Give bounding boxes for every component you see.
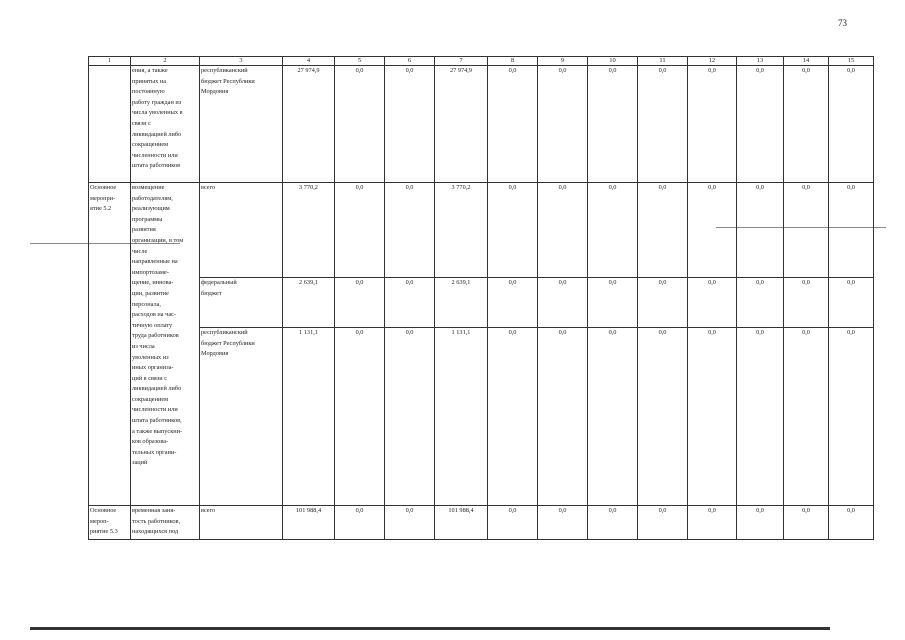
value-cell: 0,0 [488, 506, 538, 540]
funding-source-cell: всего [200, 506, 283, 540]
value-cell: 0,0 [784, 183, 829, 278]
value-cell: 0,0 [335, 183, 385, 278]
activity-code-cell: Основное мероп- риятие 5.3 [89, 506, 131, 540]
value-cell: 0,0 [488, 66, 538, 183]
value-cell: 0,0 [385, 183, 435, 278]
table-row [89, 183, 874, 278]
value-cell: 0,0 [538, 183, 588, 278]
column-header: 1 [89, 57, 131, 66]
value-cell: 0,0 [588, 183, 638, 278]
table-row [89, 328, 874, 506]
value-cell: 2 639,1 [283, 278, 335, 328]
value-cell: 0,0 [385, 66, 435, 183]
value-cell: 0,0 [688, 66, 737, 183]
value-cell: 101 988,4 [435, 506, 488, 540]
value-cell: 0,0 [737, 278, 784, 328]
table-row [89, 278, 874, 328]
activity-code-cell: Основное меропри- ятие 5.2 [89, 183, 131, 506]
value-cell: 0,0 [784, 278, 829, 328]
value-cell: 0,0 [737, 66, 784, 183]
value-cell: 3 770,2 [435, 183, 488, 278]
value-cell: 0,0 [829, 183, 874, 278]
funding-source-cell: республиканский бюджет Республики Мордовия [200, 66, 283, 183]
value-cell: 101 988,4 [283, 506, 335, 540]
column-header: 14 [784, 57, 829, 66]
column-header: 6 [385, 57, 435, 66]
value-cell: 0,0 [829, 328, 874, 506]
activity-description-cell: временная заня- тость работников, находящихся под [131, 506, 200, 540]
column-header: 11 [638, 57, 688, 66]
table-row [89, 66, 874, 183]
value-cell: 0,0 [488, 183, 538, 278]
funding-source-cell: всего [200, 183, 283, 278]
value-cell: 0,0 [588, 328, 638, 506]
value-cell: 3 770,2 [283, 183, 335, 278]
value-cell: 0,0 [588, 506, 638, 540]
column-header: 8 [488, 57, 538, 66]
column-header: 7 [435, 57, 488, 66]
value-cell: 0,0 [638, 506, 688, 540]
page-number: 73 [838, 18, 847, 28]
column-number-row [89, 57, 874, 66]
funding-source-cell: федеральный бюджет [200, 278, 283, 328]
value-cell: 0,0 [688, 506, 737, 540]
column-header: 13 [737, 57, 784, 66]
table-row [89, 506, 874, 540]
column-header: 4 [283, 57, 335, 66]
column-header: 9 [538, 57, 588, 66]
value-cell: 0,0 [385, 278, 435, 328]
value-cell: 0,0 [737, 506, 784, 540]
value-cell: 0,0 [385, 328, 435, 506]
column-header: 5 [335, 57, 385, 66]
value-cell: 0,0 [638, 66, 688, 183]
value-cell: 0,0 [538, 328, 588, 506]
value-cell: 1 131,1 [283, 328, 335, 506]
value-cell: 0,0 [638, 328, 688, 506]
value-cell: 0,0 [638, 278, 688, 328]
value-cell: 0,0 [488, 278, 538, 328]
column-header: 12 [688, 57, 737, 66]
value-cell: 0,0 [335, 506, 385, 540]
value-cell: 0,0 [688, 328, 737, 506]
value-cell: 0,0 [538, 506, 588, 540]
value-cell: 0,0 [335, 66, 385, 183]
value-cell: 0,0 [829, 66, 874, 183]
value-cell: 0,0 [538, 278, 588, 328]
value-cell: 0,0 [688, 278, 737, 328]
value-cell: 0,0 [335, 278, 385, 328]
funding-source-cell: республиканский бюджет Республики Мордовия [200, 328, 283, 506]
value-cell: 0,0 [335, 328, 385, 506]
value-cell: 0,0 [784, 506, 829, 540]
column-header: 2 [131, 57, 200, 66]
value-cell: 0,0 [385, 506, 435, 540]
value-cell: 0,0 [737, 183, 784, 278]
value-cell: 1 131,1 [435, 328, 488, 506]
value-cell: 0,0 [784, 66, 829, 183]
value-cell: 0,0 [784, 328, 829, 506]
value-cell: 0,0 [538, 66, 588, 183]
value-cell: 0,0 [588, 278, 638, 328]
value-cell: 0,0 [638, 183, 688, 278]
value-cell: 0,0 [588, 66, 638, 183]
value-cell: 0,0 [488, 328, 538, 506]
column-header: 3 [200, 57, 283, 66]
value-cell: 0,0 [688, 183, 737, 278]
activity-code-cell [89, 66, 131, 183]
value-cell: 0,0 [737, 328, 784, 506]
scan-edge-bar [30, 627, 830, 630]
column-header: 10 [588, 57, 638, 66]
activity-description-cell: ения, а также принятых на постоянную работу граждан из числа уволенных в связи с ликвидацией либо сокращением численности или штата работников [131, 66, 200, 183]
value-cell: 27 974,9 [435, 66, 488, 183]
value-cell: 0,0 [829, 278, 874, 328]
value-cell: 2 639,1 [435, 278, 488, 328]
value-cell: 27 974,9 [283, 66, 335, 183]
value-cell: 0,0 [829, 506, 874, 540]
budget-table [88, 56, 874, 540]
activity-description-cell: возмещение работодателям, реализующим программы развития организации, в том числе направленные на импортозаме- щение, иннова- ции, развитие персонала, расходов на час- тичную оплату труда работников из числа уволенных из иных организа- ций в связи с ликвидацией либо сокращением численности или штата работников, а также выпускни- ков образова- тельных органи- заций [131, 183, 200, 506]
column-header: 15 [829, 57, 874, 66]
